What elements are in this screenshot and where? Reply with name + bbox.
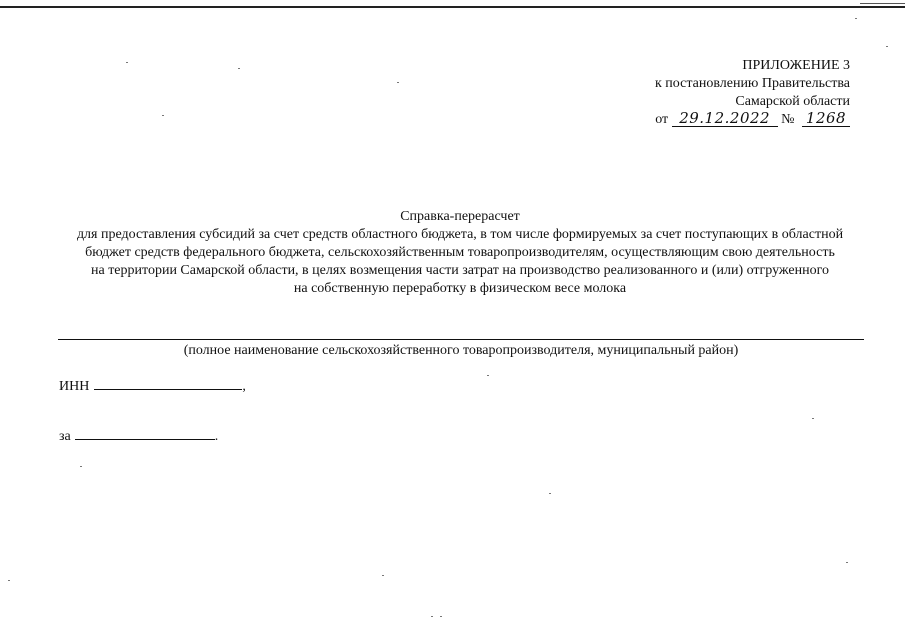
scan-speck — [812, 418, 814, 419]
scan-speck — [487, 375, 489, 376]
document-title: Справка-перерасчет — [400, 209, 520, 224]
appendix-line-2: Самарской области — [735, 94, 850, 109]
inn-suffix: , — [242, 379, 246, 394]
description-line: на собственную переработку в физическом весе молока — [293, 281, 627, 296]
number-sign: № — [781, 112, 795, 127]
date-prefix: от — [655, 112, 669, 127]
scan-speck — [886, 46, 888, 47]
scan-speck — [80, 466, 82, 467]
handwritten-number: 1268 — [802, 111, 850, 127]
scan-top-border — [0, 6, 905, 8]
description-line: для предоставления субсидий за счет средств областного бюджета, в том числе формируемых за счет поступающих в областной — [76, 227, 844, 242]
period-suffix: . — [214, 429, 219, 444]
description-line: на территории Самарской области, в целях возмещения части затрат на производство реализованного и (или) отгруженного — [90, 263, 829, 278]
appendix-date-row — [600, 111, 850, 129]
inn-field[interactable] — [94, 376, 242, 390]
scan-speck — [846, 562, 848, 563]
scan-speck — [549, 493, 551, 494]
scan-speck — [238, 68, 240, 69]
inn-row — [59, 376, 246, 396]
producer-name-caption: (полное наименование сельскохозяйственного товаропроизводителя, муниципальный район) — [183, 343, 739, 358]
scan-speck — [162, 115, 164, 116]
period-field[interactable] — [75, 426, 215, 440]
document-description — [40, 226, 880, 298]
scan-speck — [8, 580, 10, 581]
scan-top-border-fragment — [860, 3, 905, 4]
period-label: за — [59, 429, 71, 444]
scan-speck — [126, 62, 128, 63]
handwritten-date: 29.12.2022 — [672, 111, 778, 127]
appendix-line-1: к постановлению Правительства — [654, 76, 850, 91]
producer-name-field[interactable] — [58, 339, 864, 340]
inn-label: ИНН — [59, 379, 90, 394]
scan-speck — [382, 575, 384, 576]
scan-speck — [855, 18, 857, 19]
scan-speck — [431, 616, 433, 617]
appendix-title: ПРИЛОЖЕНИЕ 3 — [742, 58, 850, 73]
appendix-block — [600, 57, 850, 129]
period-row — [59, 426, 218, 446]
scan-speck — [440, 616, 442, 617]
scan-speck — [397, 82, 399, 83]
description-line: бюджет средств федерального бюджета, сельскохозяйственным товаропроизводителям, осуществляющим свою деятельность — [85, 245, 835, 260]
